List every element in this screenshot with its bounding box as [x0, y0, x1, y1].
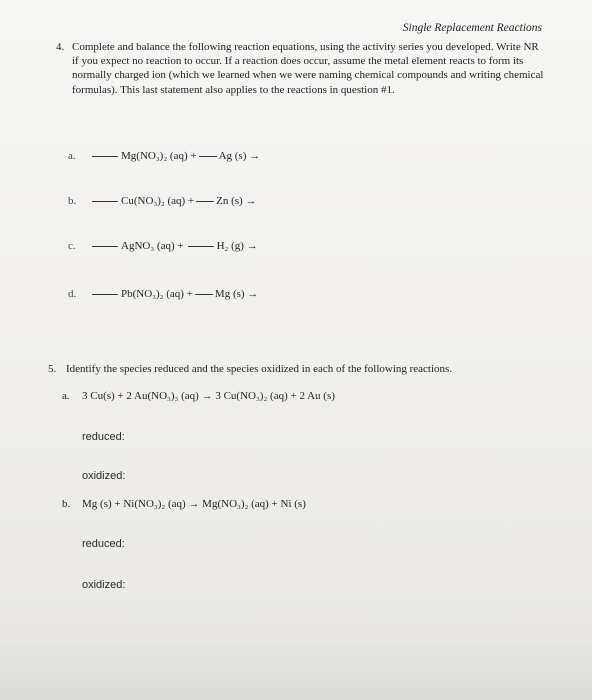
question-4-number: 4. [56, 41, 65, 53]
reduced-label-a: reduced: [82, 431, 125, 443]
reactant-2: H₂ (g) → [216, 240, 258, 252]
reactant-2: Mg (s) → [214, 288, 259, 300]
reaction-letter: a. [68, 150, 76, 162]
reaction-letter: b. [68, 195, 77, 207]
reaction-letter: d. [68, 288, 77, 300]
question-5-number: 5. [48, 363, 57, 375]
reactant-2: Ag (s) → [218, 150, 261, 162]
coefficient-blank[interactable] [188, 245, 214, 247]
coefficient-blank[interactable] [92, 293, 118, 295]
coefficient-blank[interactable] [92, 155, 118, 157]
reactant-1: Cu(NO₃)₂ (aq) + [121, 195, 195, 207]
equation-letter: a. [62, 390, 70, 402]
question-5-text: Identify the species reduced and the species oxidized in each of the following reactions. [66, 363, 453, 375]
equation-text: Mg (s) + Ni(NO₃)₂ (aq) → Mg(NO₃)₂ (aq) + Ni (s) [82, 498, 306, 510]
question-4-text: Complete and balance the following reaction equations, using the activity series you developed. Write NR if you expect no reaction to occur. If a reaction does occur, assume the metal element reacts to form its normally charged ion (which we learned when we were naming chemical compounds and writing chemical formulas). This last statement also applies to the reactions in question #1. [72, 41, 544, 96]
oxidized-label-a: oxidized: [82, 470, 126, 482]
coefficient-blank[interactable] [195, 293, 213, 295]
reaction-letter: c. [68, 240, 76, 252]
page-shadow [0, 620, 592, 700]
reactant-1: AgNO₃ (aq) + [121, 240, 184, 252]
question-5 [48, 363, 452, 375]
oxidized-label-b: oxidized: [82, 579, 126, 591]
equation-b [62, 498, 306, 510]
reactant-2: Zn (s) → [216, 195, 257, 207]
question-4 [56, 40, 546, 97]
reactant-1: Pb(NO₃)₂ (aq) + [121, 288, 193, 300]
page-header: Single Replacement Reactions [402, 22, 542, 34]
coefficient-blank[interactable] [199, 155, 217, 157]
reaction-d [68, 288, 258, 300]
reduced-label-b: reduced: [82, 538, 125, 550]
coefficient-blank[interactable] [92, 200, 118, 202]
reaction-a [68, 150, 260, 162]
equation-text: 3 Cu(s) + 2 Au(NO₃)₃ (aq) → 3 Cu(NO₃)₂ (aq) + 2 Au (s) [82, 390, 335, 402]
reactant-1: Mg(NO₃)₂ (aq) + [121, 150, 197, 162]
coefficient-blank[interactable] [92, 245, 118, 247]
coefficient-blank[interactable] [196, 200, 214, 202]
equation-letter: b. [62, 498, 71, 510]
reaction-c [68, 240, 258, 252]
equation-a [62, 390, 335, 402]
reaction-b [68, 195, 256, 207]
